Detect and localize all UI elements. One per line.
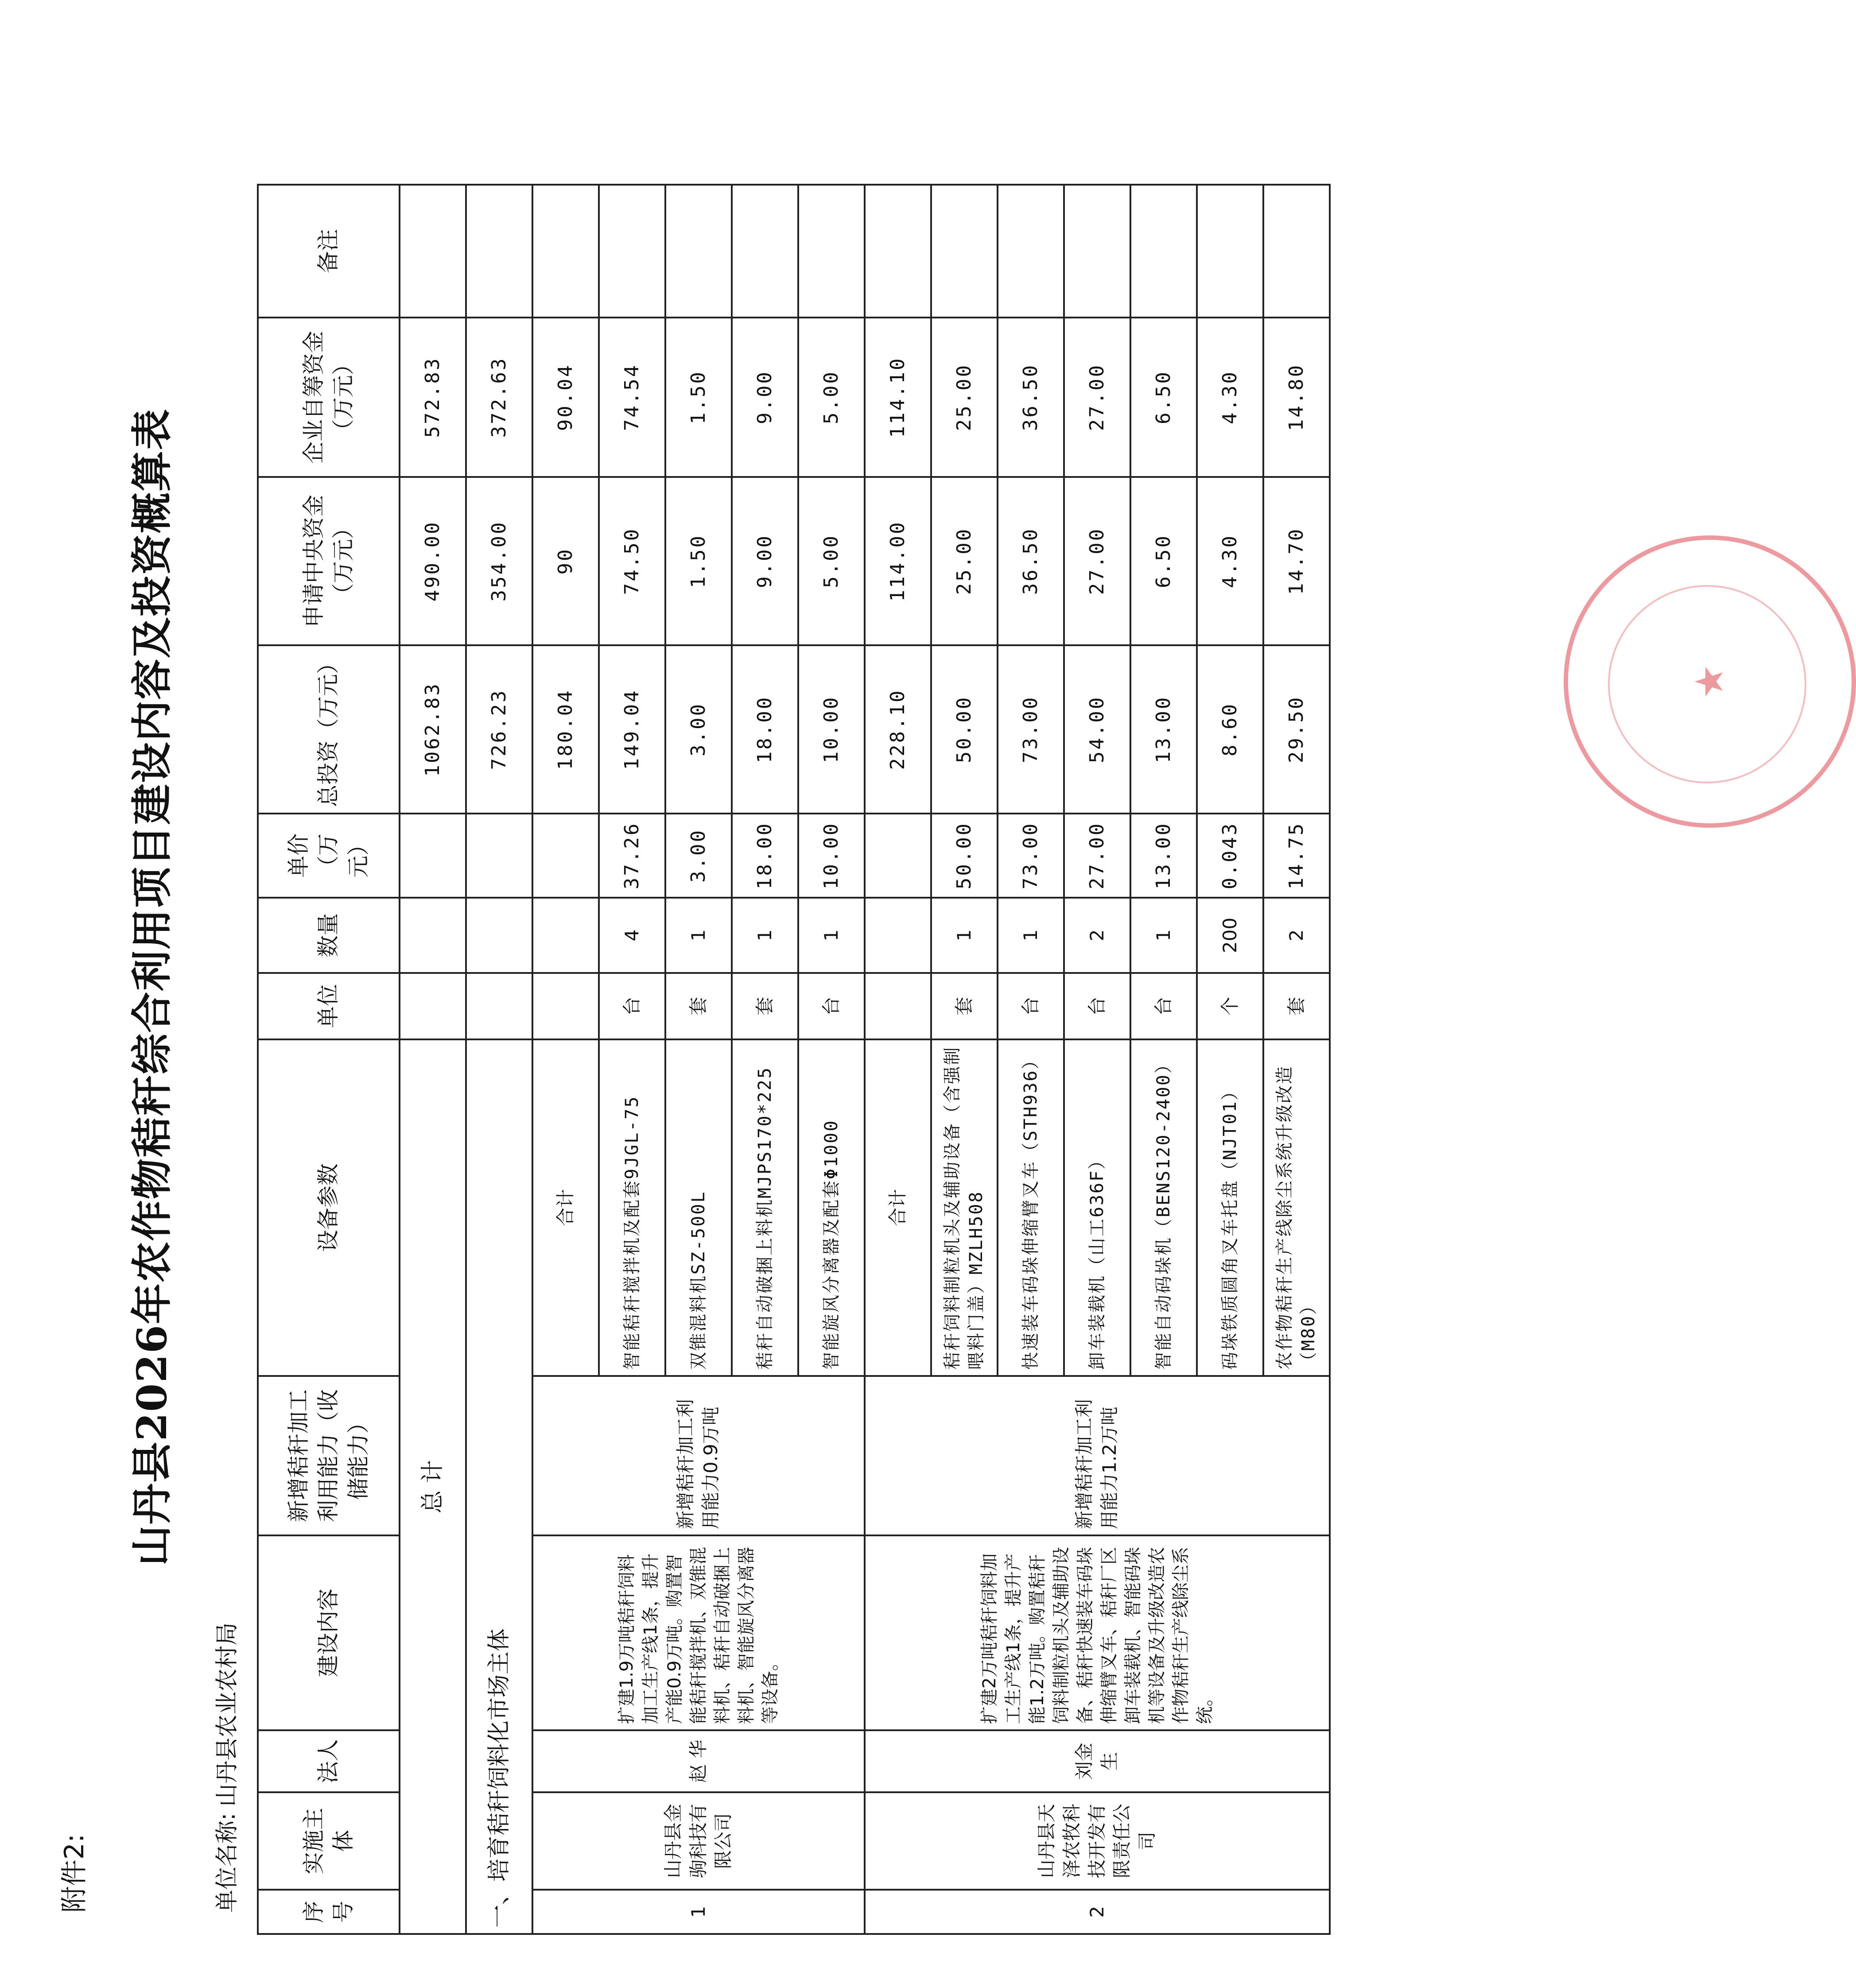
section-price <box>466 814 532 898</box>
equipment-qty: 2 <box>1064 898 1130 973</box>
equipment-unit: 套 <box>1263 973 1330 1039</box>
project-seq: 1 <box>532 1890 865 1934</box>
equipment-central: 5.00 <box>798 477 865 645</box>
header-seq: 序号 <box>258 1890 400 1934</box>
equipment-note <box>732 185 798 318</box>
grand-total-total: 1062.83 <box>400 645 466 814</box>
equipment-params: 秸秆自动破捆上料机MJPS170*225 <box>732 1039 798 1376</box>
page-title: 山丹县2026年农作物秸秆综合利用项目建设内容及投资概算表 <box>128 408 176 1566</box>
equipment-total: 54.00 <box>1064 645 1130 814</box>
equipment-total: 73.00 <box>998 645 1064 814</box>
project-subtotal-row <box>865 185 931 1934</box>
equipment-params: 快速装车码垛伸缩臂叉车（STH936） <box>998 1039 1064 1376</box>
project-subtotal-label: 合计 <box>865 1039 931 1376</box>
project-legal: 赵 华 <box>532 1730 865 1792</box>
project-subtotal-label: 合计 <box>532 1039 599 1376</box>
unit-value: 山丹县农业农村局 <box>214 1622 241 1807</box>
equipment-note <box>931 185 998 318</box>
equipment-qty: 1 <box>931 898 998 973</box>
equipment-total: 8.60 <box>1197 645 1263 814</box>
equipment-central: 36.50 <box>998 477 1064 645</box>
section-central: 354.00 <box>466 477 532 645</box>
equipment-central: 25.00 <box>931 477 998 645</box>
budget-table <box>257 184 1331 1935</box>
header-legal: 法人 <box>258 1730 400 1792</box>
equipment-qty: 1 <box>798 898 865 973</box>
equipment-params: 智能旋风分离器及配套Φ1000 <box>798 1039 865 1376</box>
project-subtotal-self: 114.10 <box>865 318 931 477</box>
equipment-unit: 套 <box>665 973 732 1039</box>
equipment-unit: 个 <box>1197 973 1263 1039</box>
header-total: 总投资（万元） <box>258 645 400 814</box>
equipment-qty: 4 <box>599 898 665 973</box>
equipment-params: 秸秆饲料制粒机头及辅助设备（含强制喂料门盖）MZLH508 <box>931 1039 998 1376</box>
equipment-price: 50.00 <box>931 814 998 898</box>
section-total: 726.23 <box>466 645 532 814</box>
project-content: 扩建2万吨秸秆饲料加工生产线1条，提升产能1.2万吨。购置秸秆饲料制粒机头及辅助设备、秸秆快速装车码垛伸缩臂叉车、秸秆厂区卸车装载机、智能码垛机等设备及升级改造农作物秸秆生产线除尘系统。 <box>865 1535 1330 1730</box>
equipment-params: 农作物秸秆生产线除尘系统升级改造（M80） <box>1263 1039 1330 1376</box>
equipment-note <box>665 185 732 318</box>
equipment-price: 73.00 <box>998 814 1064 898</box>
header-params: 设备参数 <box>258 1039 400 1376</box>
equipment-price: 3.00 <box>665 814 732 898</box>
equipment-params: 码垛铁质圆角叉车托盘（NJT01） <box>1197 1039 1263 1376</box>
equipment-price: 18.00 <box>732 814 798 898</box>
project-subtotal-qty <box>865 898 931 973</box>
equipment-total: 10.00 <box>798 645 865 814</box>
equipment-central: 27.00 <box>1064 477 1130 645</box>
equipment-price: 10.00 <box>798 814 865 898</box>
header-qty: 数量 <box>258 898 400 973</box>
equipment-note <box>798 185 865 318</box>
equipment-central: 9.00 <box>732 477 798 645</box>
equipment-price: 14.75 <box>1263 814 1330 898</box>
project-seq: 2 <box>865 1890 1330 1934</box>
grand-total-row <box>400 185 466 1934</box>
equipment-params: 智能秸秆搅拌机及配套9JGL-75 <box>599 1039 665 1376</box>
project-subtotal-note <box>865 185 931 318</box>
equipment-note <box>1263 185 1330 318</box>
equipment-total: 3.00 <box>665 645 732 814</box>
section-row <box>466 185 532 1934</box>
equipment-params: 卸车装载机（山工636F） <box>1064 1039 1130 1376</box>
grand-total-central: 490.00 <box>400 477 466 645</box>
header-unit: 单位 <box>258 973 400 1039</box>
equipment-qty: 1 <box>732 898 798 973</box>
project-subtotal-total: 228.10 <box>865 645 931 814</box>
equipment-note <box>998 185 1064 318</box>
equipment-total: 18.00 <box>732 645 798 814</box>
project-subtotal-central: 114.00 <box>865 477 931 645</box>
equipment-self: 25.00 <box>931 318 998 477</box>
header-note: 备注 <box>258 185 400 318</box>
grand-total-note <box>400 185 466 318</box>
equipment-self: 36.50 <box>998 318 1064 477</box>
equipment-total: 149.04 <box>599 645 665 814</box>
equipment-price: 0.043 <box>1197 814 1263 898</box>
header-entity: 实施主体 <box>258 1792 400 1890</box>
equipment-unit: 套 <box>931 973 998 1039</box>
equipment-note <box>599 185 665 318</box>
equipment-price: 37.26 <box>599 814 665 898</box>
project-content: 扩建1.9万吨秸秆饲料加工生产线1条，提升产能0.9万吨。购置智能秸秆搅拌机、双锥混料机、秸秆自动破捆上料机、智能旋风分离器等设备。 <box>532 1535 865 1730</box>
project-entity: 山丹县金驹科技有限公司 <box>532 1792 865 1890</box>
unit-label: 单位名称: <box>214 1813 241 1913</box>
project-subtotal-note <box>532 185 599 318</box>
equipment-central: 6.50 <box>1130 477 1197 645</box>
section-unit <box>466 973 532 1039</box>
project-capacity: 新增秸秆加工利用能力1.2万吨 <box>865 1376 1330 1535</box>
equipment-unit: 台 <box>599 973 665 1039</box>
equipment-self: 27.00 <box>1064 318 1130 477</box>
attachment-label: 附件2: <box>59 1833 90 1913</box>
equipment-unit: 台 <box>1064 973 1130 1039</box>
equipment-self: 1.50 <box>665 318 732 477</box>
seal-icon: ★ <box>1689 666 1730 697</box>
project-subtotal-self: 90.04 <box>532 318 599 477</box>
equipment-self: 9.00 <box>732 318 798 477</box>
project-subtotal-price <box>865 814 931 898</box>
section-note <box>466 185 532 318</box>
equipment-self: 4.30 <box>1197 318 1263 477</box>
equipment-central: 74.50 <box>599 477 665 645</box>
equipment-central: 14.70 <box>1263 477 1330 645</box>
project-subtotal-total: 180.04 <box>532 645 599 814</box>
equipment-central: 4.30 <box>1197 477 1263 645</box>
table-body <box>400 185 1330 1934</box>
equipment-note <box>1130 185 1197 318</box>
equipment-note <box>1064 185 1130 318</box>
project-entity: 山丹县天泽农牧科技开发有限责任公司 <box>865 1792 1330 1890</box>
equipment-note <box>1197 185 1263 318</box>
equipment-self: 6.50 <box>1130 318 1197 477</box>
equipment-qty: 2 <box>1263 898 1330 973</box>
grand-total-qty <box>400 898 466 973</box>
project-capacity: 新增秸秆加工利用能力0.9万吨 <box>532 1376 865 1535</box>
equipment-price: 27.00 <box>1064 814 1130 898</box>
equipment-self: 5.00 <box>798 318 865 477</box>
project-subtotal-row <box>532 185 599 1934</box>
grand-total-label: 总 计 <box>400 1039 466 1934</box>
equipment-unit: 台 <box>998 973 1064 1039</box>
equipment-total: 29.50 <box>1263 645 1330 814</box>
grand-total-self: 572.83 <box>400 318 466 477</box>
header-price: 单价（万元） <box>258 814 400 898</box>
section-qty <box>466 898 532 973</box>
equipment-params: 智能自动码垛机（BENS120-2400） <box>1130 1039 1197 1376</box>
official-seal <box>1564 535 1856 828</box>
header-capacity: 新增秸秆加工利用能力（收储能力） <box>258 1376 400 1535</box>
header-self: 企业自筹资金（万元） <box>258 318 400 477</box>
section-label: 一、培育秸秆饲料化市场主体 <box>466 1039 532 1934</box>
equipment-unit: 套 <box>732 973 798 1039</box>
grand-total-price <box>400 814 466 898</box>
equipment-self: 14.80 <box>1263 318 1330 477</box>
equipment-unit: 台 <box>798 973 865 1039</box>
equipment-unit: 台 <box>1130 973 1197 1039</box>
equipment-central: 1.50 <box>665 477 732 645</box>
equipment-qty: 200 <box>1197 898 1263 973</box>
project-subtotal-unit <box>532 973 599 1039</box>
project-subtotal-unit <box>865 973 931 1039</box>
equipment-total: 50.00 <box>931 645 998 814</box>
header-content: 建设内容 <box>258 1535 400 1730</box>
equipment-self: 74.54 <box>599 318 665 477</box>
grand-total-unit <box>400 973 466 1039</box>
equipment-total: 13.00 <box>1130 645 1197 814</box>
header-row <box>258 185 400 1934</box>
project-subtotal-qty <box>532 898 599 973</box>
project-legal: 刘金生 <box>865 1730 1330 1792</box>
section-self: 372.63 <box>466 318 532 477</box>
equipment-price: 13.00 <box>1130 814 1197 898</box>
equipment-params: 双锥混料机SZ-500L <box>665 1039 732 1376</box>
equipment-qty: 1 <box>1130 898 1197 973</box>
equipment-qty: 1 <box>665 898 732 973</box>
project-subtotal-price <box>532 814 599 898</box>
equipment-qty: 1 <box>998 898 1064 973</box>
unit-line <box>208 1622 241 1913</box>
header-central: 申请中央资金（万元） <box>258 477 400 645</box>
project-subtotal-central: 90 <box>532 477 599 645</box>
